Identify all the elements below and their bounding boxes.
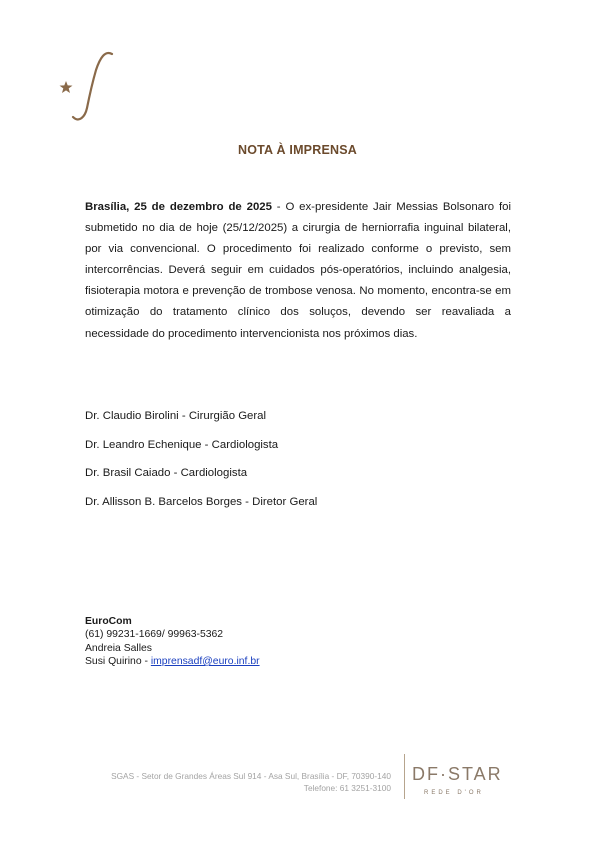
brand-main-text: DF·STAR — [412, 764, 503, 784]
brand-sub-text: REDE D'OR — [424, 790, 484, 796]
press-contact — [85, 615, 260, 668]
body-text: - O ex-presidente Jair Messias Bolsonaro foi submetido no dia de hoje (25/12/2025) a cirurgia de herniorrafia inguinal bilateral, por via convencional. O procedimento foi realizado conforme o previsto, sem intercorrências. Deverá seguir em cuidados pós-operatórios, incluindo analgesia, fisioterapia motora e prevenção de trombose venosa. No momento, encontra-se em otimização do tratamento clínico dos soluços, devendo ser reavaliada a necessidade do procedimento intervencionista nos próximos dias. — [85, 201, 511, 340]
contact-person — [85, 655, 260, 668]
signatory: Dr. Allisson B. Barcelos Borges - Diretor Geral — [85, 496, 318, 508]
contact-phone: (61) 99231-1669/ 99963-5362 — [85, 629, 224, 641]
signatory: Dr. Claudio Birolini - Cirurgião Geral — [85, 410, 267, 422]
script-s-icon — [73, 53, 112, 119]
contact-org: EuroCom — [85, 616, 132, 627]
df-star-logo — [410, 760, 506, 798]
signatory: Dr. Brasil Caiado - Cardiologista — [85, 467, 248, 479]
star-icon — [60, 81, 73, 93]
page-title: NOTA À IMPRENSA — [238, 143, 357, 157]
footer-address — [111, 771, 391, 794]
signatory: Dr. Leandro Echenique - Cardiologista — [85, 439, 279, 451]
star-script-logo-icon — [56, 50, 118, 124]
press-release-body — [85, 197, 511, 345]
contact-person-name: Susi Quirino - — [85, 655, 151, 667]
footer-address-line: SGAS - Setor de Grandes Áreas Sul 914 - Asa Sul, Brasília - DF, 70390-140 — [111, 771, 391, 781]
footer-divider — [404, 754, 405, 799]
email-link[interactable]: imprensadf@euro.inf.br — [150, 655, 260, 667]
dateline: Brasília, 25 de dezembro de 2025 — [85, 201, 272, 213]
contact-person: Andreia Salles — [85, 642, 153, 654]
footer-phone: Telefone: 61 3251-3100 — [303, 782, 391, 793]
